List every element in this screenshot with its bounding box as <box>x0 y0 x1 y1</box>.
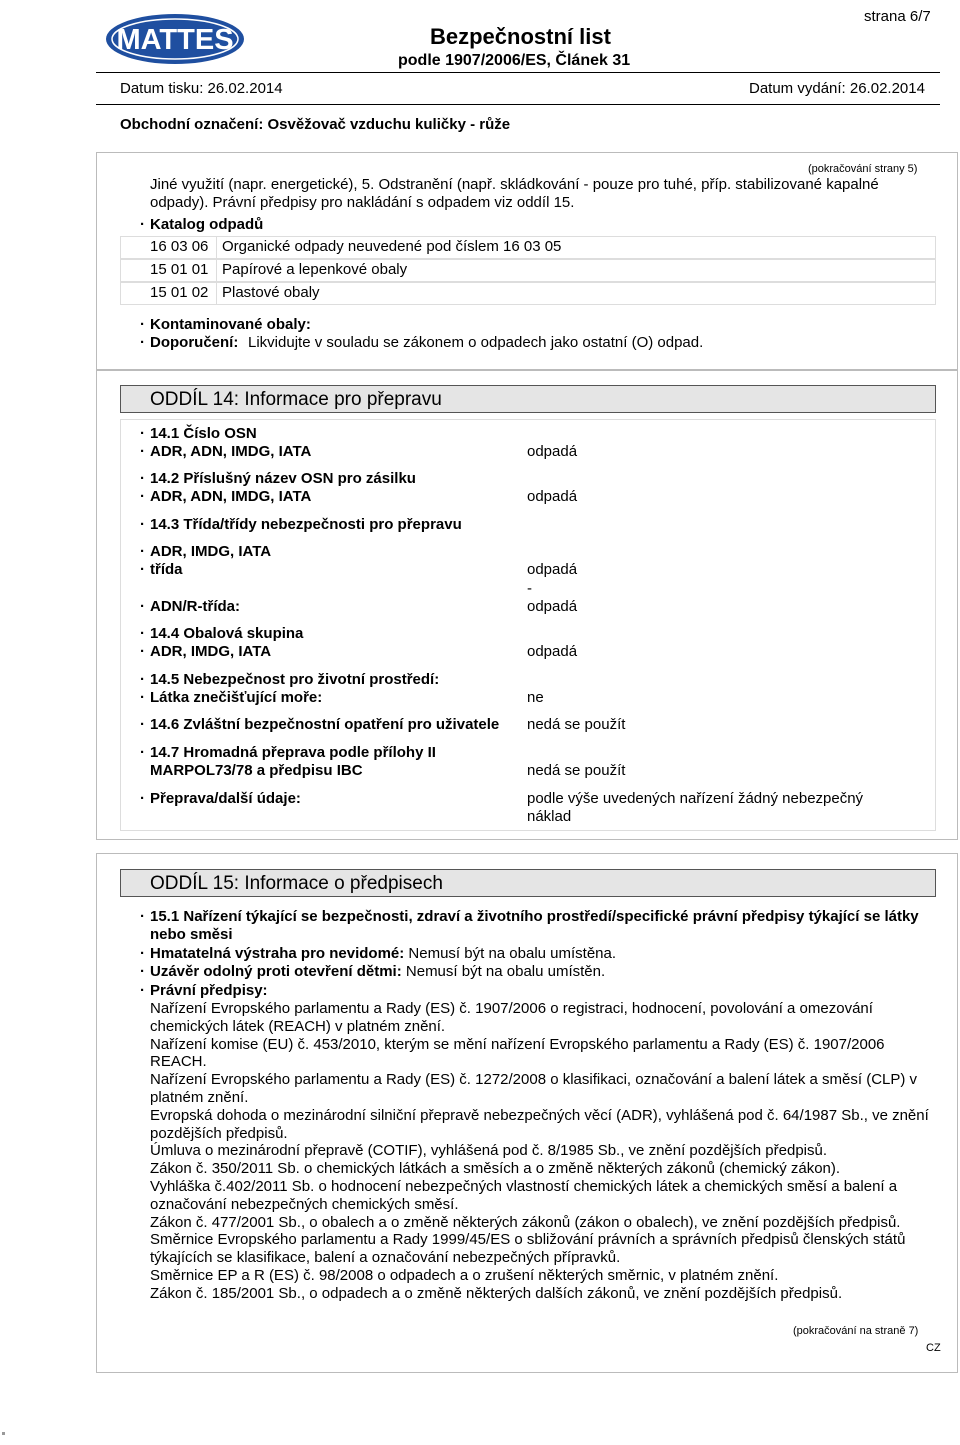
tactile-warning-label: Hmatatelná výstraha pro nevidomé: <box>150 945 405 962</box>
list-item: Evropská dohoda o mezinárodní silniční přepravě nebezpečných věcí (ADR), vyhlášená pod č. 64/1987 Sb., ve znění pozdějších předpisů. <box>150 1106 929 1142</box>
list-item: Zákon č. 185/2001 Sb., o odpadech a o změně některých dalších zákonů, ve znění pozdějších předpisů. <box>150 1284 843 1302</box>
list-item: Směrnice EP a R (ES) č. 98/2008 o odpadech a o zrušení některých směrnic, v platném znění. <box>150 1266 779 1284</box>
page-number: strana 6/7 <box>864 8 931 25</box>
document-title: Bezpečnostní list <box>430 24 611 49</box>
legal-list <box>150 1000 940 1303</box>
header-divider-2 <box>96 104 940 105</box>
list-item: Nařízení komise (EU) č. 453/2010, kterým se mění nařízení Evropského parlamentu a Rady (ES) č. 1907/2006 REACH. <box>150 1035 885 1071</box>
value-odpada: odpadá <box>527 643 578 660</box>
heading-14-3: 14.3 Třída/třídy nebezpečnosti pro přepravu <box>150 516 462 533</box>
list-item: Nařízení Evropského parlamentu a Rady (ES) č. 1272/2008 o klasifikaci, označování a balení látek a směsí (CLP) v platném znění. <box>150 1071 918 1106</box>
child-closure-text: Nemusí být na obalu umístěn. <box>405 963 606 980</box>
document-subtitle: podle 1907/2006/ES, Článek 31 <box>398 52 631 69</box>
adnr-class-label: ADN/R-třída: <box>150 598 240 615</box>
value-odpada: odpadá <box>527 443 578 460</box>
value-odpada: odpadá <box>527 598 578 615</box>
list-item: Zákon č. 350/2011 Sb. o chemických látkách a směsích a o změně některých zákonů (chemický zákon). <box>150 1160 841 1178</box>
transport-other-value: podle výše uvedených nařízení žádný nebezpečný náklad <box>527 790 864 825</box>
value-neda-se: nedá se použít <box>527 762 626 779</box>
class-label: třída <box>150 561 183 578</box>
heading-15-1: 15.1 Nařízení týkající se bezpečnosti, zdraví a životního prostředí/specifické právní předpisy týkající se látky nebo směsi <box>150 908 919 943</box>
legal-label: Právní předpisy: <box>150 982 268 999</box>
waste-catalog-label: Katalog odpadů <box>150 216 264 233</box>
child-closure-label: Uzávěr odolný proti otevření dětmi: <box>150 963 402 980</box>
section14-title: ODDÍL 14: Informace pro přepravu <box>120 385 936 413</box>
list-item: Vyhláška č.402/2011 Sb. o hodnocení nebezpečných vlastností chemických látek a chemických směsí a balení a označování nebezpečných chemických směsí. <box>150 1177 898 1213</box>
value-ne: ne <box>527 689 544 706</box>
recommendation-label: Doporučení: <box>150 334 239 351</box>
heading-14-2: 14.2 Příslušný název OSN pro zásilku <box>150 470 416 487</box>
header-divider <box>96 72 940 73</box>
list-item: Úmluva o mezinárodní přepravě (COTIF), vyhlášená pod č. 8/1985 Sb., ve znění pozdějších předpisů. <box>150 1142 828 1160</box>
trade-name: Obchodní označení: Osvěžovač vzduchu kuličky - růže <box>120 116 511 133</box>
column-divider <box>216 236 217 305</box>
marine-pollutant-label: Látka znečišťující moře: <box>150 689 323 706</box>
transport-other-label: Přeprava/další údaje: <box>150 790 301 807</box>
recommendation-text: Likvidujte v souladu se zákonem o odpadech jako ostatní (O) odpad. <box>248 334 704 351</box>
transport-modes: ADR, ADN, IMDG, IATA <box>150 443 312 460</box>
heading-14-5: 14.5 Nebezpečnost pro životní prostředí: <box>150 671 440 688</box>
list-item: Nařízení Evropského parlamentu a Rady (ES) č. 1907/2006 o registraci, hodnocení, povolování a omezování chemických látek (REACH) v platném znění. <box>150 1000 873 1035</box>
heading-14-7-cont: MARPOL73/78 a předpisu IBC <box>150 762 363 779</box>
waste-code: 15 01 02 <box>150 284 209 301</box>
transport-modes: ADR, ADN, IMDG, IATA <box>150 488 312 505</box>
continuation-top: (pokračování strany 5) <box>808 163 918 175</box>
waste-code: 15 01 01 <box>150 261 209 278</box>
waste-desc: Papírové a lepenkové obaly <box>222 261 408 278</box>
list-item: Zákon č. 477/2001 Sb., o obalech a o změně některých zákonů (zákon o obalech), ve znění pozdějších předpisů. <box>150 1213 901 1231</box>
value-odpada: odpadá <box>527 488 578 505</box>
waste-code: 16 03 06 <box>150 238 209 255</box>
heading-14-4: 14.4 Obalová skupina <box>150 625 304 642</box>
section15-title: ODDÍL 15: Informace o předpisech <box>120 869 936 897</box>
heading-14-1: 14.1 Číslo OSN <box>150 425 257 442</box>
mattes-logo <box>104 12 246 66</box>
heading-14-6: 14.6 Zvláštní bezpečnostní opatření pro uživatele <box>150 716 500 733</box>
value-neda-se: nedá se použít <box>527 716 626 733</box>
list-item: Směrnice Evropského parlamentu a Rady 1999/45/ES o sbližování právních a správních předpisů členských států týkajících se klasifikace, balení a označování nebezpečných přípravků. <box>150 1231 906 1267</box>
value-odpada: odpadá <box>527 561 578 578</box>
intro-text: Jiné využití (napr. energetické), 5. Odstranění (např. skládkování - pouze pro tuhé, příp. stabilizované kapalné odpady). Právní předpisy pro nakládání s odpadem viz oddíl 15. <box>150 176 879 211</box>
language-code: CZ <box>926 1342 941 1354</box>
print-date: Datum tisku: 26.02.2014 <box>120 80 283 97</box>
continuation-bottom: (pokračování na straně 7) <box>793 1325 919 1337</box>
corner-mark <box>2 1432 5 1435</box>
heading-14-7: 14.7 Hromadná přeprava podle přílohy II <box>150 744 436 761</box>
transport-modes: ADR, IMDG, IATA <box>150 643 272 660</box>
issue-date: Datum vydání: 26.02.2014 <box>749 80 925 97</box>
waste-desc: Plastové obaly <box>222 284 320 301</box>
waste-desc: Organické odpady neuvedené pod číslem 16 03 05 <box>222 238 562 255</box>
logo-text: MATTES <box>116 24 234 56</box>
tactile-warning-text: Nemusí být na obalu umístěna. <box>408 945 617 962</box>
transport-modes: ADR, IMDG, IATA <box>150 543 272 560</box>
value-dash: - <box>527 580 532 597</box>
contaminated-label: Kontaminované obaly: <box>150 316 311 333</box>
